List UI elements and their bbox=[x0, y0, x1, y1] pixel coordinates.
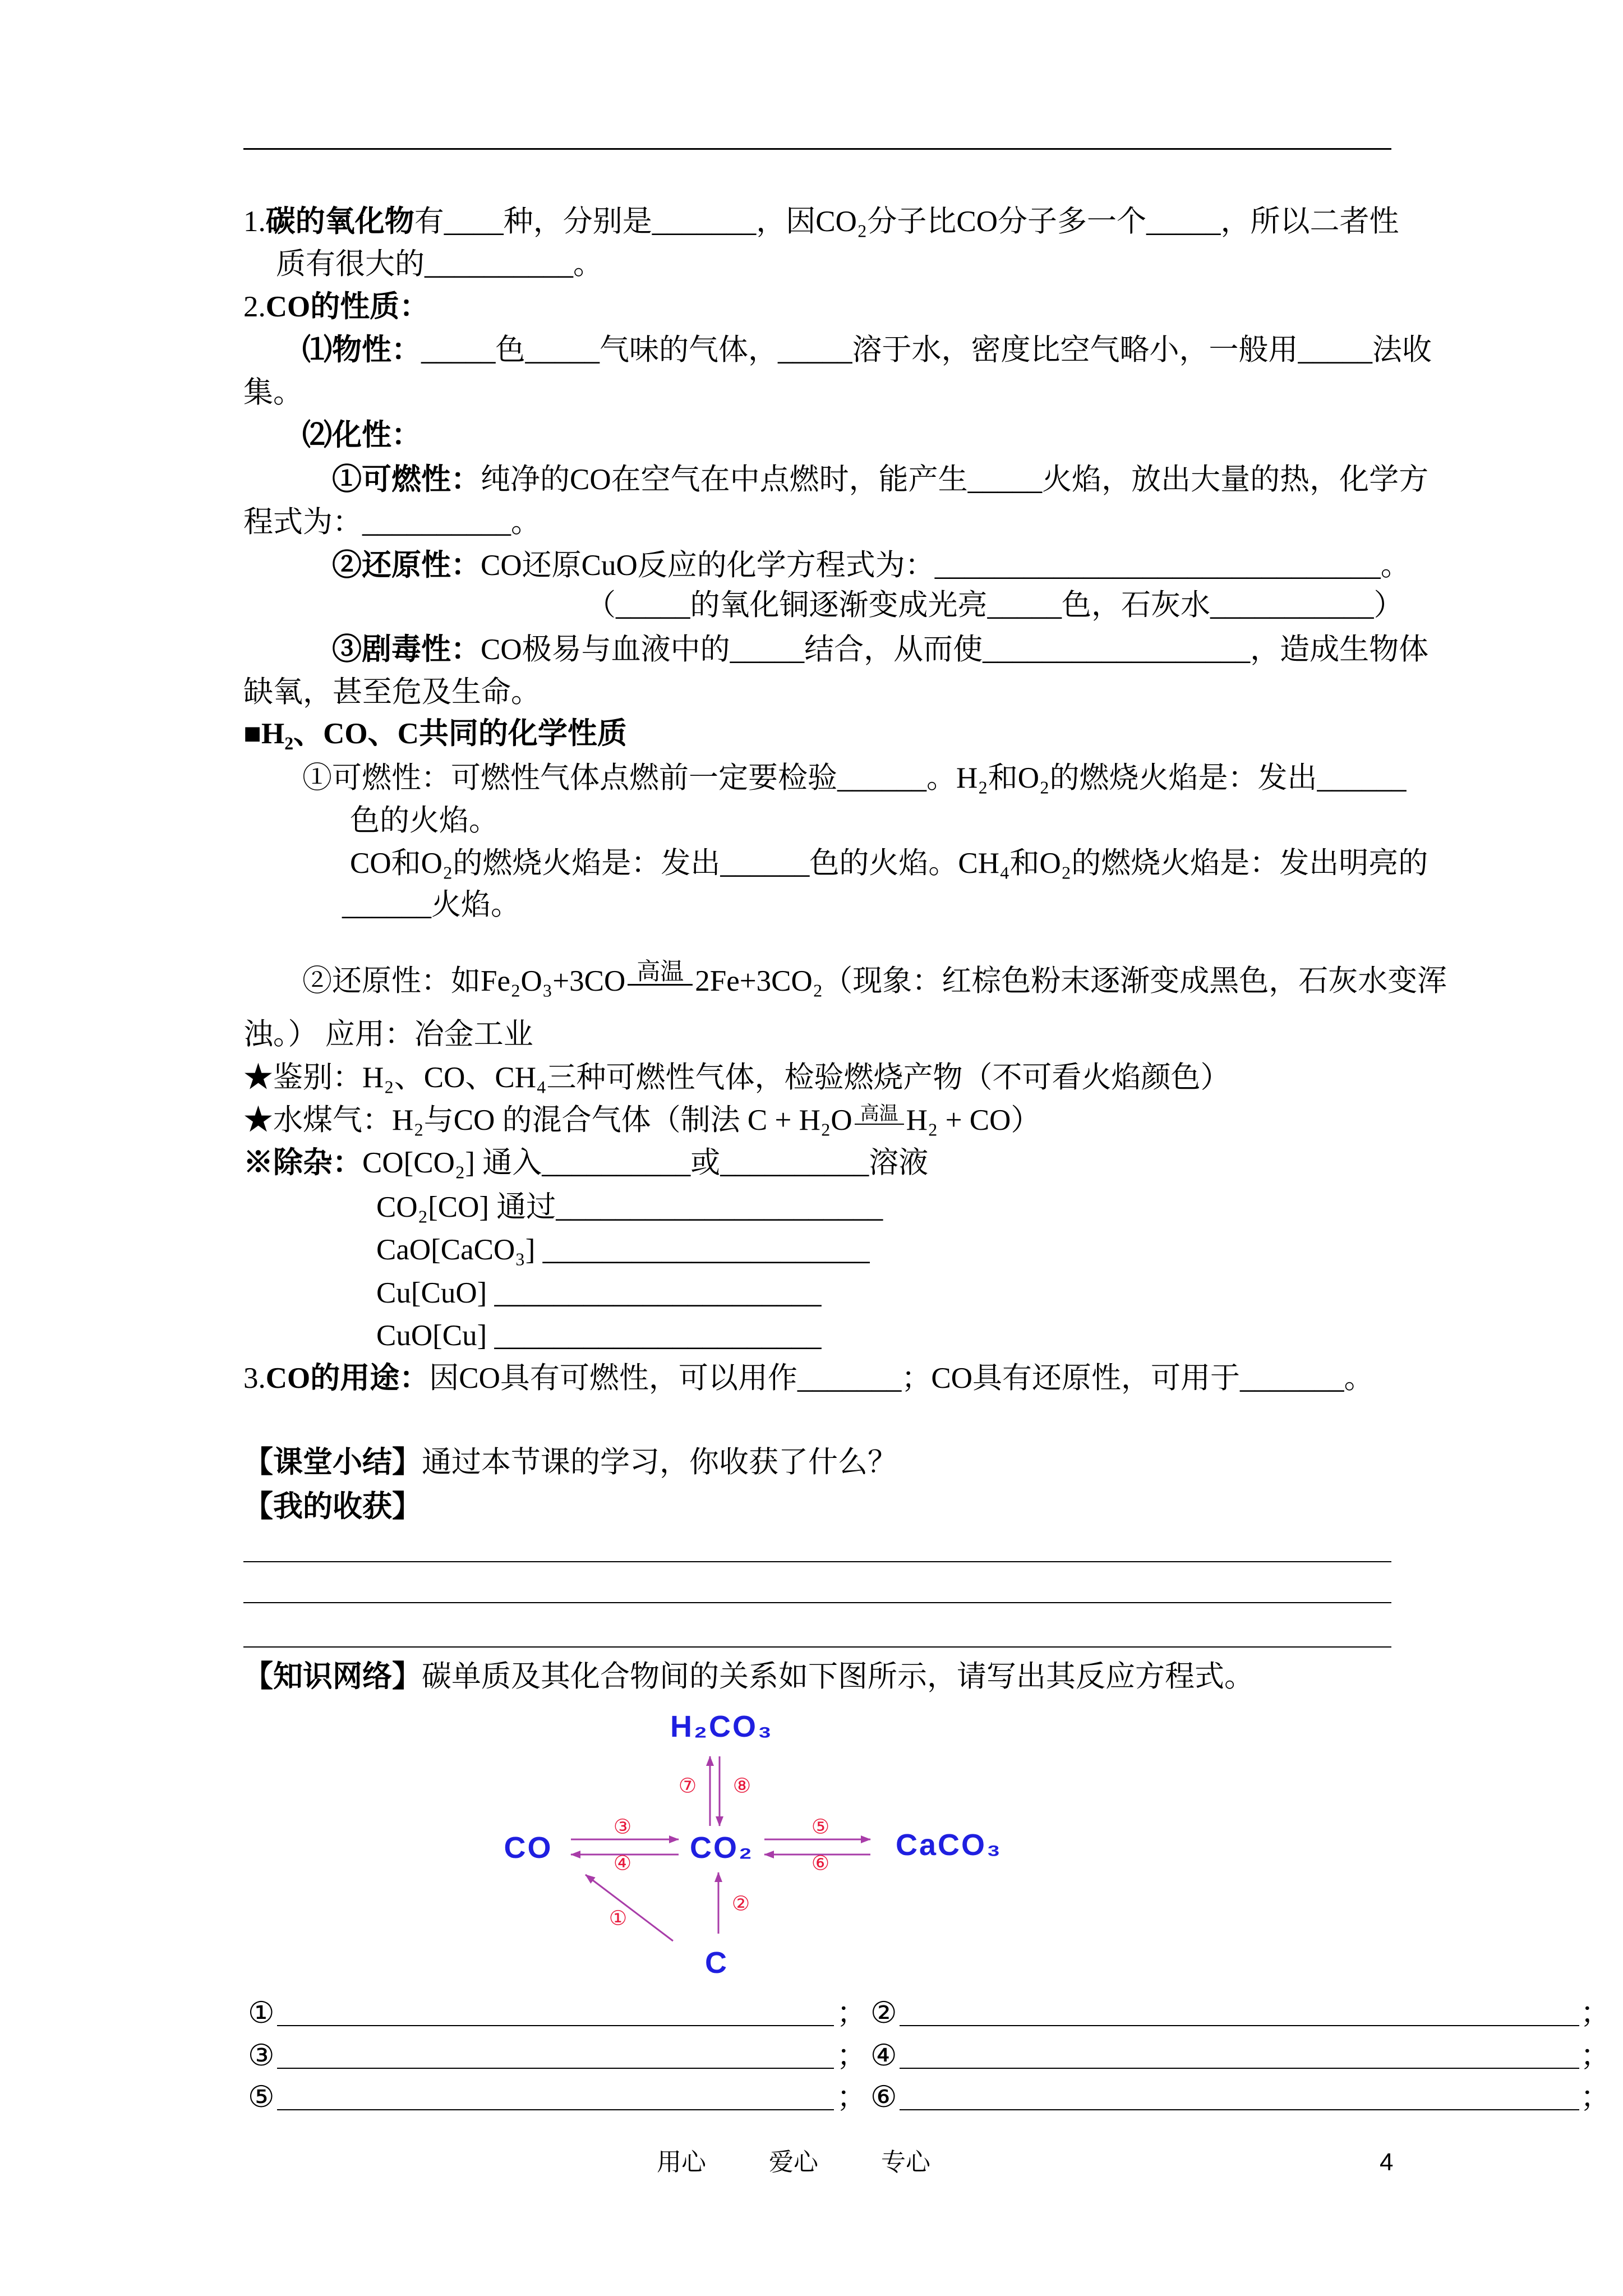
common-combustibility-line-4: ______火焰。 bbox=[342, 889, 520, 921]
answer-separator: ； bbox=[837, 2081, 866, 2114]
toxicity-continuation: 缺氧，甚至危及生命。 bbox=[243, 676, 541, 708]
answer-number: ③ bbox=[248, 2040, 275, 2072]
purify-item: CuO[Cu] ______________________ bbox=[376, 1319, 822, 1352]
answer-number: ① bbox=[248, 1997, 275, 2030]
common-reducibility-continuation: 浊。） 应用：冶金工业 bbox=[243, 1018, 533, 1051]
reducibility-text: CO还原CuO反应的化学方程式为：______________________________。 bbox=[481, 549, 1410, 582]
q1-text: 有____种，分别是_______，因CO₂分子比CO分子多一个_____，所以二者性 bbox=[414, 205, 1399, 238]
q2-title: CO的性质： bbox=[265, 291, 430, 323]
reaction-condition-high-temp: 高温 bbox=[628, 960, 693, 986]
reducibility-line bbox=[332, 547, 1410, 583]
water-gas-products: H₂ + CO） bbox=[906, 1104, 1041, 1137]
summary-label: 【课堂小结】 bbox=[243, 1446, 422, 1479]
reaction-number-6: ⑥ bbox=[811, 1852, 830, 1875]
summary-line bbox=[243, 1444, 897, 1480]
purify-line bbox=[243, 1145, 928, 1181]
arrow-reaction-1 bbox=[585, 1875, 673, 1941]
network-line bbox=[243, 1659, 1254, 1695]
reaction-number-5: ⑤ bbox=[811, 1815, 830, 1839]
q1-continuation: 质有很大的__________。 bbox=[276, 248, 603, 280]
reducibility-equation-reactants: ②还原性：如Fe₂O₃+3CO bbox=[302, 965, 626, 997]
toxicity-line bbox=[332, 632, 1428, 668]
common-combustibility-line-1: ①可燃性：可燃性气体点燃前一定要检验______。H₂和O₂的燃烧火焰是：发出______ bbox=[302, 762, 1407, 794]
reaction-number-2: ② bbox=[731, 1892, 750, 1916]
water-gas-condition: 高温 bbox=[855, 1105, 904, 1125]
q2-number: 2. bbox=[243, 291, 266, 323]
purify-item: CO₂[CO] 通过______________________ bbox=[376, 1191, 883, 1223]
q3-line bbox=[243, 1360, 1374, 1396]
q3-number: 3. bbox=[243, 1362, 266, 1395]
q1-number: 1. bbox=[243, 205, 266, 238]
answer-separator: ； bbox=[1580, 1997, 1610, 2030]
summary-text: 通过本节课的学习，你收获了什么？ bbox=[422, 1446, 897, 1479]
toxicity-label: ③剧毒性： bbox=[332, 633, 481, 666]
harvest-answer-line bbox=[243, 1561, 1391, 1562]
answer-separator: ； bbox=[837, 2040, 866, 2072]
q1-line bbox=[243, 204, 1399, 240]
combustibility-line bbox=[332, 462, 1428, 498]
q3-title: CO的用途： bbox=[265, 1362, 430, 1395]
reaction-number-3: ③ bbox=[613, 1815, 632, 1839]
carbon-relationship-diagram bbox=[477, 1700, 1038, 1991]
answer-separator: ； bbox=[1580, 2040, 1610, 2072]
answer-number: ⑥ bbox=[870, 2081, 897, 2114]
combustibility-label: ①可燃性： bbox=[332, 463, 481, 496]
answer-blank bbox=[277, 2025, 834, 2026]
physical-properties-continuation: 集。 bbox=[243, 376, 303, 409]
common-properties-title: ■H₂、CO、C共同的化学性质 bbox=[243, 717, 627, 750]
q2-heading bbox=[243, 289, 429, 325]
harvest-label: 【我的收获】 bbox=[243, 1490, 422, 1523]
node-h2co3: H₂CO₃ bbox=[670, 1710, 773, 1743]
answer-blank bbox=[900, 2109, 1579, 2110]
combustibility-text: 纯净的CO在空气在中点燃时，能产生_____火焰，放出大量的热，化学方 bbox=[481, 463, 1429, 496]
answer-separator: ； bbox=[837, 1997, 866, 2030]
reducibility-equation-products: 2Fe+3CO₂（现象：红棕色粉末逐渐变成黑色，石灰水变浑 bbox=[695, 965, 1447, 997]
network-text: 碳单质及其化合物间的关系如下图所示，请写出其反应方程式。 bbox=[422, 1660, 1254, 1693]
node-co: CO bbox=[504, 1831, 553, 1865]
purify-item: CaO[CaCO₃] ______________________ bbox=[376, 1234, 870, 1266]
q3-text: 因CO具有可燃性，可以用作_______；CO具有还原性，可用于_______。 bbox=[429, 1362, 1374, 1395]
identify-line: ★鉴别：H₂、CO、CH₄三种可燃性气体，检验燃烧产物（不可看火焰颜色） bbox=[243, 1061, 1230, 1094]
harvest-answer-line bbox=[243, 1646, 1391, 1648]
node-caco3: CaCO₃ bbox=[896, 1828, 1002, 1862]
physical-properties-line bbox=[302, 332, 1432, 368]
physical-properties-text: _____色_____气味的气体，_____溶于水，密度比空气略小，一般用_____法收 bbox=[421, 334, 1432, 366]
footer-motto: 用心 bbox=[657, 2148, 706, 2176]
page-number: 4 bbox=[1380, 2148, 1394, 2176]
q1-title: 碳的氧化物 bbox=[265, 205, 414, 238]
reaction-number-7: ⑦ bbox=[678, 1774, 697, 1798]
combustibility-continuation: 程式为：__________。 bbox=[243, 506, 541, 539]
answer-number: ④ bbox=[870, 2040, 897, 2072]
answer-blank bbox=[277, 2109, 834, 2110]
reaction-number-8: ⑧ bbox=[732, 1774, 751, 1798]
network-label: 【知识网络】 bbox=[243, 1660, 422, 1693]
footer-motto: 爱心 bbox=[769, 2148, 818, 2176]
physical-properties-label: ⑴物性： bbox=[302, 334, 421, 366]
purify-item: Cu[CuO] ______________________ bbox=[376, 1277, 822, 1309]
answer-blank bbox=[900, 2025, 1579, 2026]
answer-number: ② bbox=[870, 1997, 897, 2030]
purify-label: ※除杂： bbox=[243, 1147, 362, 1179]
node-co2: CO₂ bbox=[690, 1831, 754, 1865]
harvest-answer-line bbox=[243, 1602, 1391, 1603]
reaction-number-1: ① bbox=[608, 1907, 628, 1930]
toxicity-text: CO极易与血液中的_____结合，从而使__________________，造成生物体 bbox=[481, 633, 1429, 666]
common-reducibility-line bbox=[302, 960, 1447, 999]
water-gas-line bbox=[243, 1102, 1040, 1138]
reaction-number-4: ④ bbox=[613, 1852, 632, 1875]
water-gas-text: ★水煤气：H₂与CO 的混合气体（制法 C + H₂O bbox=[243, 1104, 852, 1137]
purify-text: CO[CO₂] 通入__________或__________溶液 bbox=[362, 1147, 929, 1179]
header-rule bbox=[243, 148, 1391, 150]
answer-blank bbox=[277, 2068, 834, 2069]
answer-separator: ； bbox=[1580, 2081, 1610, 2114]
chemical-properties-label: ⑵化性： bbox=[302, 419, 421, 452]
answer-blank bbox=[900, 2068, 1579, 2069]
answer-number: ⑤ bbox=[248, 2081, 275, 2114]
common-combustibility-line-2: 色的火焰。 bbox=[350, 804, 499, 837]
footer-motto: 专心 bbox=[881, 2148, 930, 2176]
node-c: C bbox=[705, 1946, 728, 1980]
reducibility-label: ②还原性： bbox=[332, 549, 481, 582]
reducibility-phenomenon: （_____的氧化铜逐渐变成光亮_____色，石灰水___________） bbox=[586, 589, 1404, 622]
common-combustibility-line-3: CO和O₂的燃烧火焰是：发出______色的火焰。CH₄和O₂的燃烧火焰是：发出明亮的 bbox=[350, 847, 1428, 880]
